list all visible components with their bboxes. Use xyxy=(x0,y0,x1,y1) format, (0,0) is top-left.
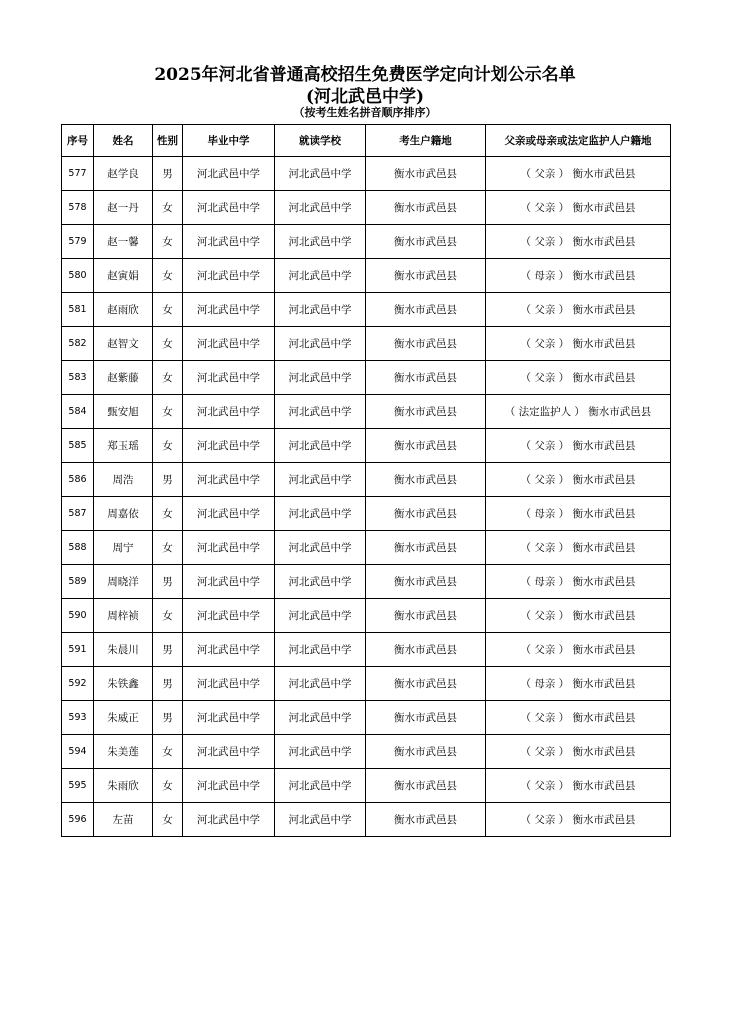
page-subtitle: (河北武邑中学) xyxy=(305,87,425,107)
graduation-school-cell: 河北武邑中学 xyxy=(183,327,275,361)
table-row xyxy=(62,327,671,361)
household-cell: 衡水市武邑县 xyxy=(366,259,486,293)
serial-number-cell: 592 xyxy=(62,667,94,701)
guardian-household-cell: （ 父亲 ） 衡水市武邑县 xyxy=(486,803,671,837)
name-cell: 朱美莲 xyxy=(94,735,153,769)
table-row xyxy=(62,497,671,531)
table-row xyxy=(62,633,671,667)
table-row xyxy=(62,565,671,599)
household-cell: 衡水市武邑县 xyxy=(366,735,486,769)
current-school-cell: 河北武邑中学 xyxy=(275,429,366,463)
household-cell: 衡水市武邑县 xyxy=(366,191,486,225)
name-cell: 朱雨欣 xyxy=(94,769,153,803)
current-school-cell: 河北武邑中学 xyxy=(275,701,366,735)
serial-number-cell: 584 xyxy=(62,395,94,429)
name-cell: 赵雨欣 xyxy=(94,293,153,327)
table-row xyxy=(62,259,671,293)
household-cell: 衡水市武邑县 xyxy=(366,667,486,701)
household-cell: 衡水市武邑县 xyxy=(366,633,486,667)
name-cell: 赵一馨 xyxy=(94,225,153,259)
name-cell: 郑玉瑶 xyxy=(94,429,153,463)
household-cell: 衡水市武邑县 xyxy=(366,769,486,803)
graduation-school-cell: 河北武邑中学 xyxy=(183,633,275,667)
graduation-school-cell: 河北武邑中学 xyxy=(183,803,275,837)
serial-number-cell: 577 xyxy=(62,157,94,191)
table-row xyxy=(62,769,671,803)
gender-cell: 男 xyxy=(153,633,183,667)
guardian-household-cell: （ 父亲 ） 衡水市武邑县 xyxy=(486,191,671,225)
gender-cell: 女 xyxy=(153,735,183,769)
roster-table xyxy=(61,124,671,837)
current-school-cell: 河北武邑中学 xyxy=(275,361,366,395)
column-header: 就读学校 xyxy=(275,125,366,157)
serial-number-cell: 594 xyxy=(62,735,94,769)
household-cell: 衡水市武邑县 xyxy=(366,361,486,395)
graduation-school-cell: 河北武邑中学 xyxy=(183,497,275,531)
current-school-cell: 河北武邑中学 xyxy=(275,667,366,701)
serial-number-cell: 591 xyxy=(62,633,94,667)
current-school-cell: 河北武邑中学 xyxy=(275,327,366,361)
guardian-household-cell: （ 父亲 ） 衡水市武邑县 xyxy=(486,735,671,769)
current-school-cell: 河北武邑中学 xyxy=(275,531,366,565)
gender-cell: 男 xyxy=(153,463,183,497)
column-header: 考生户籍地 xyxy=(366,125,486,157)
guardian-household-cell: （ 父亲 ） 衡水市武邑县 xyxy=(486,463,671,497)
household-cell: 衡水市武邑县 xyxy=(366,293,486,327)
gender-cell: 女 xyxy=(153,293,183,327)
guardian-household-cell: （ 父亲 ） 衡水市武邑县 xyxy=(486,701,671,735)
guardian-household-cell: （ 法定监护人 ） 衡水市武邑县 xyxy=(486,395,671,429)
gender-cell: 女 xyxy=(153,395,183,429)
gender-cell: 女 xyxy=(153,803,183,837)
column-header: 姓名 xyxy=(94,125,153,157)
graduation-school-cell: 河北武邑中学 xyxy=(183,599,275,633)
gender-cell: 男 xyxy=(153,565,183,599)
table-row xyxy=(62,293,671,327)
serial-number-cell: 590 xyxy=(62,599,94,633)
current-school-cell: 河北武邑中学 xyxy=(275,259,366,293)
guardian-household-cell: （ 父亲 ） 衡水市武邑县 xyxy=(486,361,671,395)
graduation-school-cell: 河北武邑中学 xyxy=(183,701,275,735)
page-title: 2025年河北省普通高校招生免费医学定向计划公示名单 xyxy=(154,65,576,85)
serial-number-cell: 595 xyxy=(62,769,94,803)
household-cell: 衡水市武邑县 xyxy=(366,701,486,735)
name-cell: 周晓洋 xyxy=(94,565,153,599)
graduation-school-cell: 河北武邑中学 xyxy=(183,429,275,463)
serial-number-cell: 593 xyxy=(62,701,94,735)
serial-number-cell: 585 xyxy=(62,429,94,463)
graduation-school-cell: 河北武邑中学 xyxy=(183,259,275,293)
household-cell: 衡水市武邑县 xyxy=(366,497,486,531)
table-row xyxy=(62,531,671,565)
guardian-household-cell: （ 父亲 ） 衡水市武邑县 xyxy=(486,599,671,633)
name-cell: 赵一丹 xyxy=(94,191,153,225)
name-cell: 周宁 xyxy=(94,531,153,565)
gender-cell: 女 xyxy=(153,259,183,293)
serial-number-cell: 587 xyxy=(62,497,94,531)
table-row xyxy=(62,395,671,429)
household-cell: 衡水市武邑县 xyxy=(366,565,486,599)
serial-number-cell: 581 xyxy=(62,293,94,327)
graduation-school-cell: 河北武邑中学 xyxy=(183,769,275,803)
gender-cell: 女 xyxy=(153,429,183,463)
current-school-cell: 河北武邑中学 xyxy=(275,497,366,531)
name-cell: 朱铁鑫 xyxy=(94,667,153,701)
table-header-row xyxy=(62,125,671,157)
name-cell: 赵学良 xyxy=(94,157,153,191)
graduation-school-cell: 河北武邑中学 xyxy=(183,735,275,769)
serial-number-cell: 596 xyxy=(62,803,94,837)
serial-number-cell: 580 xyxy=(62,259,94,293)
household-cell: 衡水市武邑县 xyxy=(366,157,486,191)
table-row xyxy=(62,429,671,463)
table-row xyxy=(62,157,671,191)
column-header: 性别 xyxy=(153,125,183,157)
current-school-cell: 河北武邑中学 xyxy=(275,395,366,429)
name-cell: 赵紫藤 xyxy=(94,361,153,395)
household-cell: 衡水市武邑县 xyxy=(366,803,486,837)
graduation-school-cell: 河北武邑中学 xyxy=(183,157,275,191)
guardian-household-cell: （ 母亲 ） 衡水市武邑县 xyxy=(486,667,671,701)
name-cell: 左苗 xyxy=(94,803,153,837)
gender-cell: 男 xyxy=(153,157,183,191)
current-school-cell: 河北武邑中学 xyxy=(275,769,366,803)
gender-cell: 女 xyxy=(153,225,183,259)
gender-cell: 男 xyxy=(153,701,183,735)
table-row xyxy=(62,735,671,769)
guardian-household-cell: （ 母亲 ） 衡水市武邑县 xyxy=(486,497,671,531)
name-cell: 甄安旭 xyxy=(94,395,153,429)
household-cell: 衡水市武邑县 xyxy=(366,429,486,463)
guardian-household-cell: （ 父亲 ） 衡水市武邑县 xyxy=(486,769,671,803)
graduation-school-cell: 河北武邑中学 xyxy=(183,191,275,225)
serial-number-cell: 586 xyxy=(62,463,94,497)
current-school-cell: 河北武邑中学 xyxy=(275,599,366,633)
table-row xyxy=(62,803,671,837)
serial-number-cell: 589 xyxy=(62,565,94,599)
graduation-school-cell: 河北武邑中学 xyxy=(183,463,275,497)
current-school-cell: 河北武邑中学 xyxy=(275,157,366,191)
sort-note: （按考生姓名拼音顺序排序） xyxy=(293,106,437,119)
name-cell: 周梓祯 xyxy=(94,599,153,633)
graduation-school-cell: 河北武邑中学 xyxy=(183,565,275,599)
current-school-cell: 河北武邑中学 xyxy=(275,293,366,327)
column-header: 父亲或母亲或法定监护人户籍地 xyxy=(486,125,671,157)
current-school-cell: 河北武邑中学 xyxy=(275,565,366,599)
graduation-school-cell: 河北武邑中学 xyxy=(183,531,275,565)
guardian-household-cell: （ 父亲 ） 衡水市武邑县 xyxy=(486,429,671,463)
gender-cell: 女 xyxy=(153,599,183,633)
current-school-cell: 河北武邑中学 xyxy=(275,735,366,769)
current-school-cell: 河北武邑中学 xyxy=(275,463,366,497)
serial-number-cell: 579 xyxy=(62,225,94,259)
current-school-cell: 河北武邑中学 xyxy=(275,191,366,225)
household-cell: 衡水市武邑县 xyxy=(366,327,486,361)
household-cell: 衡水市武邑县 xyxy=(366,531,486,565)
gender-cell: 女 xyxy=(153,531,183,565)
guardian-household-cell: （ 父亲 ） 衡水市武邑县 xyxy=(486,531,671,565)
household-cell: 衡水市武邑县 xyxy=(366,225,486,259)
current-school-cell: 河北武邑中学 xyxy=(275,225,366,259)
graduation-school-cell: 河北武邑中学 xyxy=(183,225,275,259)
household-cell: 衡水市武邑县 xyxy=(366,395,486,429)
serial-number-cell: 578 xyxy=(62,191,94,225)
name-cell: 赵智文 xyxy=(94,327,153,361)
table-row xyxy=(62,701,671,735)
graduation-school-cell: 河北武邑中学 xyxy=(183,293,275,327)
graduation-school-cell: 河北武邑中学 xyxy=(183,667,275,701)
current-school-cell: 河北武邑中学 xyxy=(275,633,366,667)
gender-cell: 男 xyxy=(153,667,183,701)
serial-number-cell: 588 xyxy=(62,531,94,565)
serial-number-cell: 583 xyxy=(62,361,94,395)
gender-cell: 女 xyxy=(153,191,183,225)
gender-cell: 女 xyxy=(153,497,183,531)
guardian-household-cell: （ 父亲 ） 衡水市武邑县 xyxy=(486,293,671,327)
name-cell: 赵寅娟 xyxy=(94,259,153,293)
table-row xyxy=(62,361,671,395)
table-row xyxy=(62,225,671,259)
serial-number-cell: 582 xyxy=(62,327,94,361)
guardian-household-cell: （ 父亲 ） 衡水市武邑县 xyxy=(486,633,671,667)
table-row xyxy=(62,463,671,497)
current-school-cell: 河北武邑中学 xyxy=(275,803,366,837)
guardian-household-cell: （ 母亲 ） 衡水市武邑县 xyxy=(486,259,671,293)
gender-cell: 女 xyxy=(153,769,183,803)
name-cell: 周嘉依 xyxy=(94,497,153,531)
name-cell: 周浩 xyxy=(94,463,153,497)
table-row xyxy=(62,191,671,225)
graduation-school-cell: 河北武邑中学 xyxy=(183,395,275,429)
guardian-household-cell: （ 父亲 ） 衡水市武邑县 xyxy=(486,225,671,259)
graduation-school-cell: 河北武邑中学 xyxy=(183,361,275,395)
gender-cell: 女 xyxy=(153,327,183,361)
name-cell: 朱威正 xyxy=(94,701,153,735)
guardian-household-cell: （ 父亲 ） 衡水市武邑县 xyxy=(486,157,671,191)
guardian-household-cell: （ 母亲 ） 衡水市武邑县 xyxy=(486,565,671,599)
name-cell: 朱晨川 xyxy=(94,633,153,667)
table-row xyxy=(62,667,671,701)
column-header: 序号 xyxy=(62,125,94,157)
gender-cell: 女 xyxy=(153,361,183,395)
table-row xyxy=(62,599,671,633)
guardian-household-cell: （ 父亲 ） 衡水市武邑县 xyxy=(486,327,671,361)
column-header: 毕业中学 xyxy=(183,125,275,157)
household-cell: 衡水市武邑县 xyxy=(366,463,486,497)
household-cell: 衡水市武邑县 xyxy=(366,599,486,633)
